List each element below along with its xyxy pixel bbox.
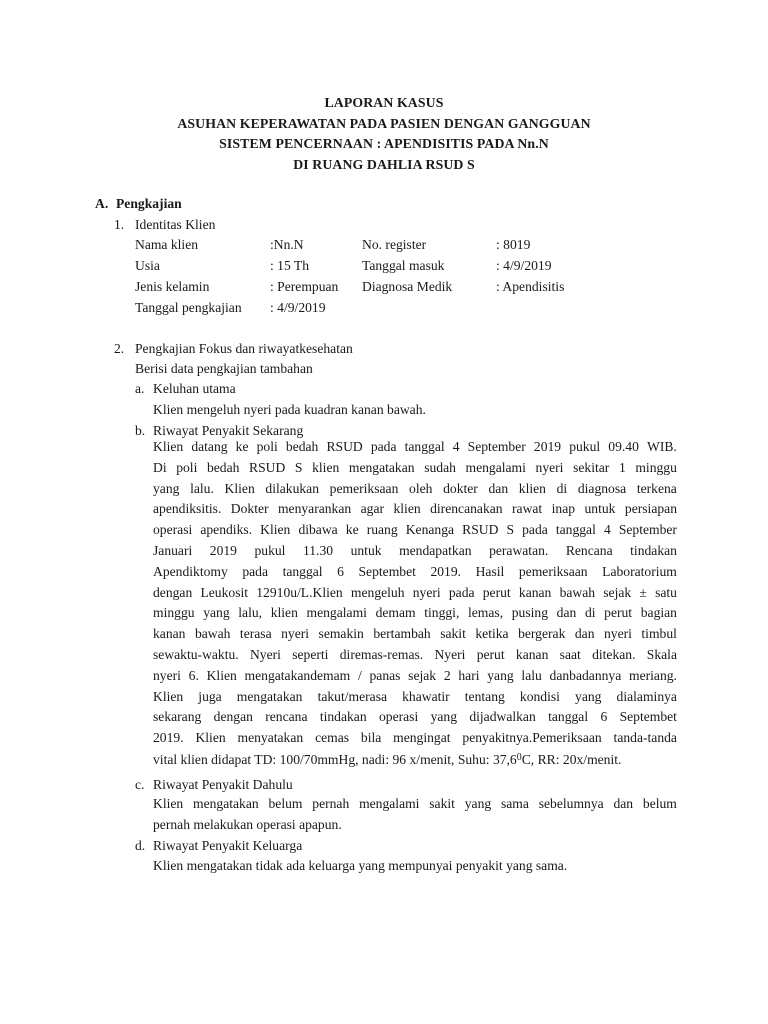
sub-d-marker: d.: [135, 838, 146, 853]
degree-superscript: 0: [516, 752, 522, 763]
paragraph-line: operasi apendiks. Klien dibawa ke ruang Kenanga RSUD S pada tanggal 4 September: [153, 522, 677, 538]
item-1-heading: Identitas Klien: [135, 217, 216, 232]
usia-value: : 15 Th: [270, 258, 310, 273]
section-a-marker: A.: [95, 196, 109, 211]
paragraph-line: Di poli bedah RSUD S klien mengatakan sudah mengalami nyeri sekitar 1 minggu: [153, 459, 677, 475]
usia-label: Usia: [135, 258, 160, 273]
sub-b-marker: b.: [135, 423, 146, 438]
tanggal-pengkajian-value: : 4/9/2019: [270, 300, 326, 315]
tanggal-masuk-value: : 4/9/2019: [496, 258, 552, 273]
paragraph-line: kanan bawah terasa nyeri semakin bertambah sakit ketika bergerak dan nyeri timbul: [153, 626, 677, 642]
title-line-3: SISTEM PENCERNAAN : APENDISITIS PADA Nn.N: [219, 136, 549, 152]
tanggal-pengkajian-label: Tanggal pengkajian: [135, 300, 242, 315]
sub-c-paragraph: [153, 794, 677, 836]
paragraph-line: Klien mengatakan belum pernah mengalami sakit yang sama sebelumnya dan belum: [153, 796, 677, 811]
paragraph-line: dengan Leukosit 12910u/L.Klien mengeluh nyeri pada perut kanan bawah sejak ± satu: [153, 584, 677, 600]
report-title-block: [0, 93, 768, 176]
nama-value: :Nn.N: [270, 237, 304, 252]
paragraph-line: Januari 2019 pukul 11.30 untuk mendapatkan perawatan. Rencana tindakan: [153, 542, 677, 558]
sub-a-text: Klien mengeluh nyeri pada kuadran kanan bawah.: [153, 402, 426, 417]
item-1-number: 1.: [114, 217, 125, 232]
register-label: No. register: [362, 237, 427, 252]
vital-signs-line: [153, 752, 621, 768]
paragraph-line: sewaktu-waktu. Nyeri seperti diremas-remas. Nyeri perut kanan saat ditekan. Skala: [153, 646, 677, 662]
item-2-heading: Pengkajian Fokus dan riwayatkesehatan: [135, 341, 353, 356]
title-line-4: DI RUANG DAHLIA RSUD S: [293, 157, 475, 173]
sub-c-marker: c.: [135, 777, 145, 792]
paragraph-line: pernah melakukan operasi apapun.: [153, 816, 342, 832]
title-line-2: ASUHAN KEPERAWATAN PADA PASIEN DENGAN GANGGUAN: [177, 115, 591, 131]
sub-a-marker: a.: [135, 381, 145, 396]
nama-label: Nama klien: [135, 237, 199, 252]
section-a-heading: Pengkajian: [116, 196, 182, 211]
diagnosa-value: : Apendisitis: [496, 279, 565, 294]
jenis-kelamin-value: : Perempuan: [270, 279, 339, 294]
register-value: : 8019: [496, 237, 531, 252]
paragraph-line: nyeri 6. Klien mengatakandemam / panas sejak 2 hari yang lalu danbadannya meriang.: [153, 667, 677, 683]
vital-text-before: vital klien didapat TD: 100/70mmHg, nadi: 96 x/menit, Suhu: 37,6: [153, 752, 517, 767]
diagnosa-label: Diagnosa Medik: [362, 279, 453, 294]
item-2-number: 2.: [114, 341, 125, 356]
tanggal-masuk-label: Tanggal masuk: [362, 258, 445, 273]
title-line-1: LAPORAN KASUS: [324, 95, 444, 110]
sub-a-title: Keluhan utama: [153, 381, 236, 396]
sub-b-title: Riwayat Penyakit Sekarang: [153, 423, 304, 438]
paragraph-line: yang lalu. Klien dilakukan pemeriksaan oleh dokter dan klien di diagnosa terkena: [153, 480, 677, 496]
paragraph-line: Klien datang ke poli bedah RSUD pada tanggal 4 September 2019 pukul 09.40 WIB.: [153, 439, 677, 454]
paragraph-line: Klien juga mengatakan takut/merasa khawatir tentang kondisi yang dialaminya: [153, 688, 677, 704]
paragraph-line: Apendiktomy pada tanggal 6 Septembet 2019. Hasil pemeriksaan Laboratorium: [153, 563, 677, 579]
paragraph-line: 2019. Klien menyatakan cemas bila mengingat penyakitnya.Pemeriksaan tanda-tanda: [153, 730, 677, 746]
jenis-kelamin-label: Jenis kelamin: [135, 279, 210, 294]
paragraph-line: apendiksitis. Dokter menyarankan agar klien direncanakan rawat inap untuk persiapan: [153, 501, 677, 517]
item-2-subheading: Berisi data pengkajian tambahan: [135, 361, 313, 376]
paragraph-line: sekarang dengan rencana tindakan operasi yang dijadwalkan tanggal 6 Septembet: [153, 709, 677, 725]
vital-text-after: C, RR: 20x/menit.: [521, 752, 622, 767]
sub-d-text: Klien mengatakan tidak ada keluarga yang mempunyai penyakit yang sama.: [153, 858, 568, 873]
paragraph-line: minggu yang lalu, klien mengalami demam tinggi, lemas, pusing dan di perut bagian: [153, 605, 677, 621]
sub-b-paragraph: [153, 437, 677, 749]
sub-c-title: Riwayat Penyakit Dahulu: [153, 777, 293, 792]
sub-d-title: Riwayat Penyakit Keluarga: [153, 838, 303, 853]
